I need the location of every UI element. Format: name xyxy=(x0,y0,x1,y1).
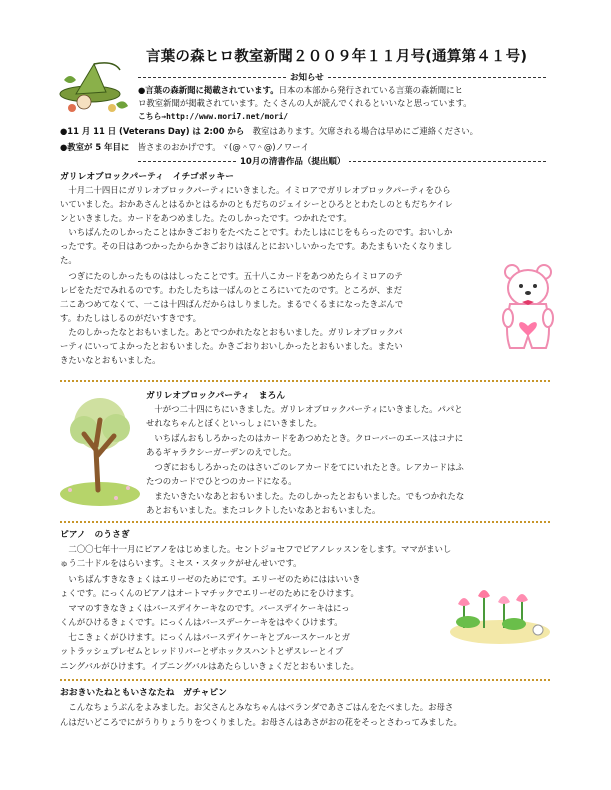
notice-2-rest: 教室はあります。欠席される場合は早めにご連絡ください。 xyxy=(244,126,479,136)
article-3-line: ょくです。にっくんのピアノはオートマチックでエリーゼのためにをひけます。 xyxy=(60,588,359,598)
notice-3-rest: 皆さまのおかげです。ヾ(@＾▽＾@)ノワーイ xyxy=(129,142,310,152)
article-3-line: ゅう二十ドルをはらいます。ミセス・スタックがせんせいです。 xyxy=(60,558,302,568)
article-3-line: ニングバルがひけます。イブニングバルはあたらしいきょくだとおもいました。 xyxy=(60,661,359,671)
article-2-line: またいきたいなあとおもいました。たのしかったとおもいました。でもつかれたな xyxy=(146,491,465,501)
article-1-line: ンといきました。カードをあつめました。たのしかったです。つかれたです。 xyxy=(60,213,352,223)
notice-2-bold: ●11 月 11 日 (Veterans Day) は 2:00 から xyxy=(60,126,245,136)
article-2-line: たつのカードでひとつのカードになる。 xyxy=(146,476,297,486)
article-1-line: いちばんたのしかったことはかきごおりをたべたことです。わたしはにじをもらったのです。おいしか xyxy=(60,227,453,237)
notice-1-rest: 日本の本部から発行されている言葉の森新聞にヒ xyxy=(278,85,463,95)
article-4-line: こんなちょうぶんをよみました。お父さんとみなちゃんはベランダであさごはんをたべました。お母さ xyxy=(60,702,454,712)
article-3-line: くんがひけるきょくです。にっくんはバースデーケーキをはやくひけます。 xyxy=(60,617,343,627)
article-1-line: 十月二十四日にガリレオブロックパーティにいきました。イミロアでガリレオブロックパーティをひら xyxy=(60,185,451,195)
article-1-line: レビをただでみれるのです。わたしたちは一ばんのところにいてたのです。ところが、まだ xyxy=(60,285,403,295)
article-separator xyxy=(60,679,550,681)
article-3-line: ットラッシュプレゼムとレッドリバーとザホックスハントとザスレーとイブ xyxy=(60,646,344,656)
notice-divider xyxy=(138,77,546,78)
article-1-heading: ガリレオブロックパーティ イチゴポッキー xyxy=(60,172,234,182)
notice-2 xyxy=(60,126,478,137)
article-2-line: あとおもいました。またコレクトしたいなあとおもいました。 xyxy=(146,505,381,515)
article-2-line: 十がつ二十四にちにいきました。ガリレオブロックパーティにいきました。パパと xyxy=(146,404,463,414)
witch-hat-clover-illustration xyxy=(54,58,132,120)
article-2-line: つぎにおもしろかったのはさいごのレアカードをてにいれたとき。レアカードはふ xyxy=(146,462,464,472)
tulip-garden-illustration xyxy=(448,582,554,648)
article-3-line: 七こきょくがひけます。にっくんはバースデイケーキとブルースケールとガ xyxy=(60,632,351,642)
notice-1-url xyxy=(138,111,288,122)
article-1-line: す。わたしはしるのがだいすきです。 xyxy=(60,313,202,323)
notice-3 xyxy=(60,142,309,153)
article-2-heading: ガリレオブロックパーティ まろん xyxy=(146,391,286,401)
article-4-heading: おおきいたねともいさなたね ガチャピン xyxy=(60,688,227,698)
article-2-line: いちばんおもしろかったのはカードをあつめたとき。クローバーのエースはコナに xyxy=(146,433,464,443)
article-2-line: せれなちゃんとぼくといっしょにいきました。 xyxy=(146,418,322,428)
works-label: 10月の清書作品（提出順） xyxy=(236,155,349,167)
article-separator xyxy=(60,521,550,523)
notice-1-bold: ●言葉の森新聞に掲載されています。 xyxy=(138,85,279,95)
newsletter-title: 言葉の森ヒロ教室新聞２００９年１１月号(通算第４１号) xyxy=(146,49,528,65)
tree-illustration xyxy=(58,390,142,508)
mori-url-link[interactable]: こちら→http://www.mori7.net/mori/ xyxy=(138,112,289,121)
article-1-line: た。 xyxy=(60,255,77,265)
article-1-line: ーティにいってよかったとおもいました。かきごおりおいしかったとおもいました。またい xyxy=(60,341,403,351)
article-3-line: いちばんすきなきょくはエリーゼのためにです。エリーゼのためにははいいき xyxy=(60,574,361,584)
notice-3-bold: ●教室が 5 年目に xyxy=(60,142,130,152)
article-3-line: 二〇〇七年十一月にピアノをはじめました。セントジョセフでピアノレッスンをします。ママがまいし xyxy=(60,544,452,554)
teddy-bear-illustration xyxy=(498,262,558,354)
notice-1 xyxy=(138,85,463,96)
article-2-line: あるギャラクシーガーデンのえでした。 xyxy=(146,447,297,457)
article-3-line: ママのすきなきょくはバースデイケーキなのです。バースデイケーキはにっ xyxy=(60,603,350,613)
article-1-line: 二こあつめてなくて、一こは十四ばんだからはしりました。まるでくるまになったきぶんで xyxy=(60,299,404,309)
article-1-line: つぎにたのしかったものははしったことです。五十八こカードをあつめたらイミロアのテ xyxy=(60,271,403,281)
article-separator xyxy=(60,380,550,382)
article-1-line: いていました。おかあさんとはるかとはるかのともだちのジェイシーとひろととわたしのともだちケイレ xyxy=(60,199,453,209)
notice-1-line2: ロ教室新聞が掲載されています。たくさんの人が読んでくれるといいなと思っています。 xyxy=(138,98,472,108)
article-1-line: ったです。その日はあつかったからかきごおりはほんとにおいしいかったです。あたまもいたくなりまし xyxy=(60,241,453,251)
article-3-heading: ピアノ のうさぎ xyxy=(60,530,130,540)
article-4-line: んはだいどころでにがうりりょうりをつくりました。お母さんはあさがおの花をそっとさわってみました。 xyxy=(60,717,462,727)
notice-label: お知らせ xyxy=(286,71,328,83)
article-1-line: たのしかったなとおもいました。あとでつかれたなとおもいました。ガリレオブロックパ xyxy=(60,327,403,337)
article-1-line: きたいなとおもいました。 xyxy=(60,355,161,365)
